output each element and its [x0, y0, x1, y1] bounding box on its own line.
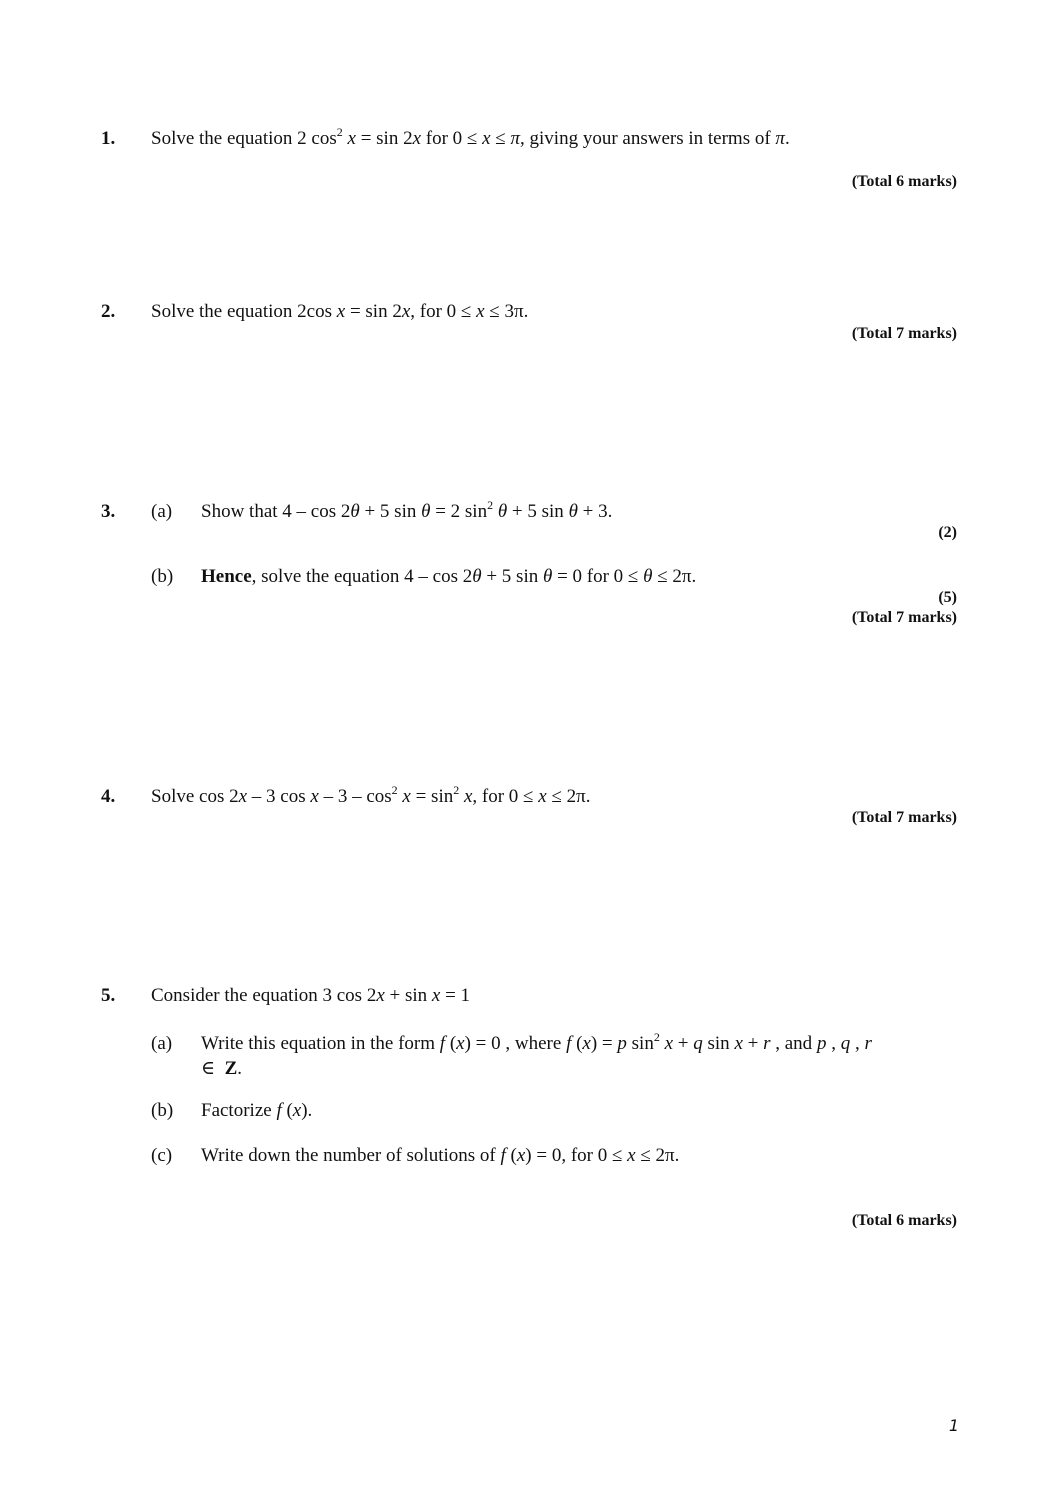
question-5a-label: (a) [151, 1033, 173, 1054]
question-5-total-marks: (Total 6 marks) [851, 1212, 957, 1229]
question-2-text: Solve the equation 2cos x = sin 2x, for 0 ≤ x ≤ 3π. [151, 301, 529, 322]
question-1-text: Solve the equation 2 $\cos^2 x = \sin 2x$ for 0 ≤ x ≤ π, giving your answers in terms of π. [151, 125, 790, 149]
question-4-text: Solve cos 2x – 3 $\cos x - 3 - \cos^2 x = \sin^2 x$, for 0 ≤ x ≤ 2π. [151, 783, 591, 807]
question-3a-label: (a) [151, 501, 173, 522]
question-4-total-marks: (Total 7 marks) [851, 809, 957, 826]
question-5c-text: Write down the number of solutions of f (x) = 0, for 0 ≤ x ≤ 2π. [201, 1145, 680, 1166]
question-3-total-marks: (Total 7 marks) [851, 609, 957, 626]
page-number: 1 [948, 1416, 959, 1435]
question-5b-label: (b) [151, 1100, 174, 1121]
question-3a-text: Show that 4 – cos 2θ + 5 sin θ = 2 $\sin^2 \theta + 5$ sin θ + 3. [201, 498, 613, 522]
question-3-number: 3. [101, 501, 116, 522]
question-2-number: 2. [101, 301, 116, 322]
question-1-total-marks: (Total 6 marks) [851, 173, 957, 190]
question-3a-marks: (2) [938, 524, 957, 541]
question-5a-text: Write this equation in the form f (x) = 0 , where f (x) = p $\sin^2 x + q$ sin x + r , and p , q , r [201, 1030, 872, 1054]
question-5c-label: (c) [151, 1145, 173, 1166]
question-3b-label: (b) [151, 566, 174, 587]
question-5-number: 5. [101, 985, 116, 1006]
question-5a-text-line2: ∈ Z. [201, 1058, 243, 1079]
question-3b-marks: (5) [938, 589, 957, 606]
question-5-intro: Consider the equation 3 cos 2x + sin x = 1 [151, 985, 471, 1006]
question-2-total-marks: (Total 7 marks) [851, 325, 957, 342]
question-4-number: 4. [101, 786, 116, 807]
question-5b-text: Factorize f (x). [201, 1100, 313, 1121]
question-3b-text: Hence, solve the equation 4 – cos 2θ + 5 sin θ = 0 for 0 ≤ θ ≤ 2π. [201, 566, 697, 587]
question-1-number: 1. [101, 128, 116, 149]
